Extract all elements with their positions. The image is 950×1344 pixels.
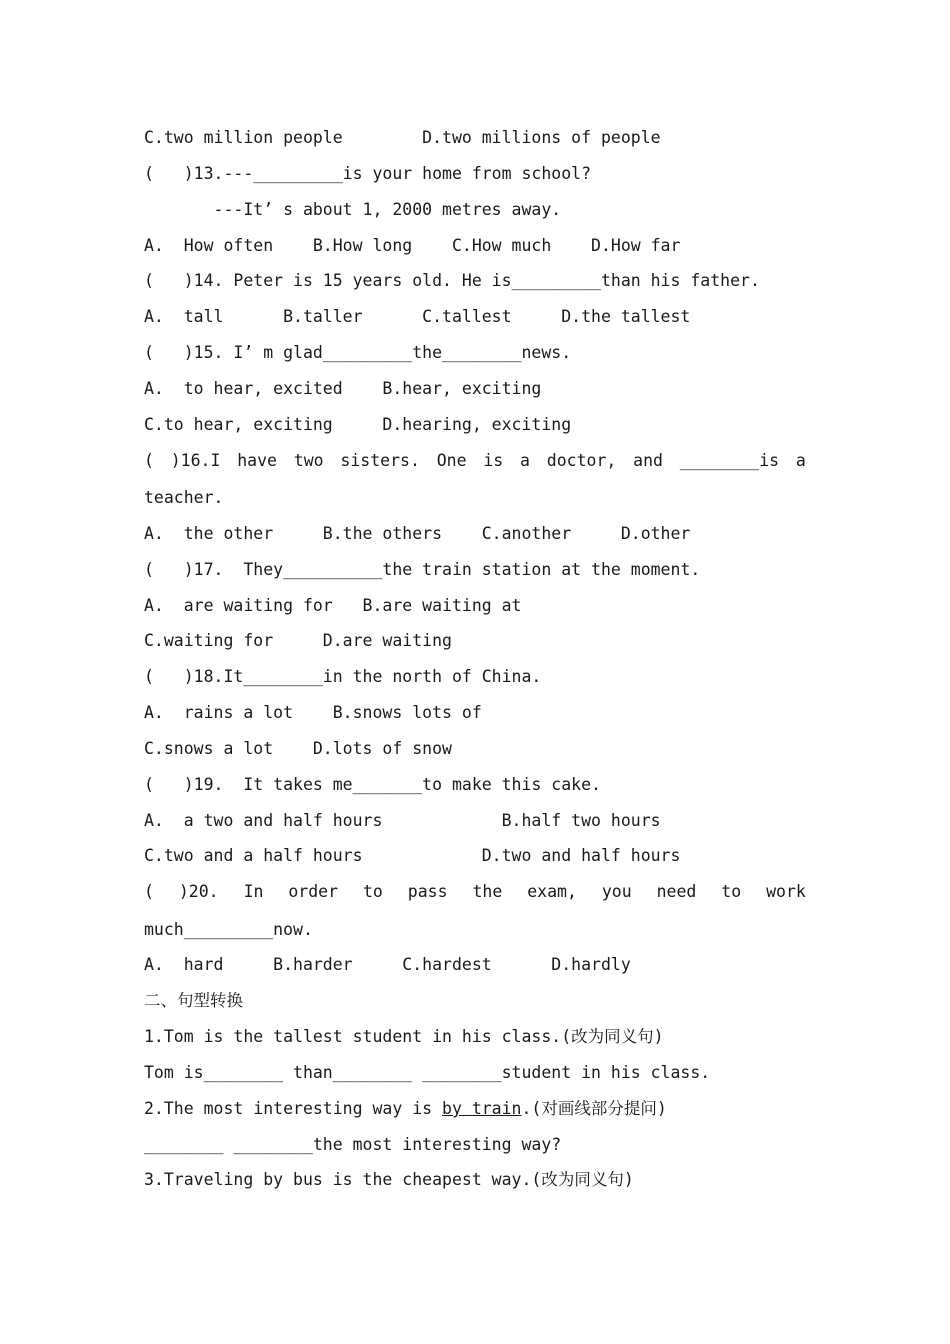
- q16-question-line2: teacher.: [144, 488, 224, 507]
- q14-question: ( )14. Peter is 15 years old. He is_________than his father.: [144, 271, 760, 290]
- word: need: [656, 882, 697, 901]
- q18-options-cd: C.snows a lot D.lots of snow: [144, 739, 452, 758]
- q13-options: A. How often B.How long C.How much D.How far: [144, 236, 681, 255]
- prompt-instruction: .(对画线部分提问): [521, 1099, 667, 1118]
- word: is: [483, 451, 504, 470]
- q13-question: ( )13.---_________is your home from school?: [144, 164, 592, 183]
- word: two: [293, 451, 324, 470]
- word: work: [766, 882, 806, 901]
- word: In: [243, 882, 264, 901]
- word: sisters.: [340, 451, 420, 470]
- word: doctor,: [546, 451, 617, 470]
- q13-answer-line: ---It’ s about 1, 2000 metres away.: [144, 200, 562, 219]
- q15-options-cd: C.to hear, exciting D.hearing, exciting: [144, 415, 572, 434]
- word: you: [601, 882, 632, 901]
- word: pass: [407, 882, 448, 901]
- word: exam,: [527, 882, 577, 901]
- q19-options-cd: C.two and a half hours D.two and half hours: [144, 846, 681, 865]
- q18-options-ab: A. rains a lot B.snows lots of: [144, 703, 482, 722]
- word: a: [520, 451, 530, 470]
- word: have: [237, 451, 277, 470]
- q19-question: ( )19. It takes me_______to make this cake.: [144, 775, 601, 794]
- prompt-text: 2.The most interesting way is: [144, 1099, 443, 1118]
- rewrite-3-prompt: 3.Traveling by bus is the cheapest way.(改为同义句): [144, 1170, 634, 1189]
- word: to: [721, 882, 742, 901]
- q17-options-ab: A. are waiting for B.are waiting at: [144, 596, 522, 615]
- q20-options: A. hard B.harder C.hardest D.hardly: [144, 955, 631, 974]
- word: ________is: [679, 451, 780, 470]
- q16-options: A. the other B.the others C.another D.other: [144, 524, 691, 543]
- word: (: [144, 882, 154, 901]
- word: a: [795, 451, 806, 470]
- rewrite-1-prompt: 1.Tom is the tallest student in his class.(改为同义句): [144, 1027, 664, 1046]
- word: )20.: [178, 882, 219, 901]
- q17-options-cd: C.waiting for D.are waiting: [144, 631, 452, 650]
- q20-question-line1: [144, 882, 806, 902]
- word: One: [436, 451, 467, 470]
- rewrite-2-answer: ________ ________the most interesting way?: [144, 1135, 562, 1154]
- q15-question: ( )15. I’ m glad_________the________news.: [144, 343, 572, 362]
- q19-options-ab: A. a two and half hours B.half two hours: [144, 811, 661, 830]
- word: the: [472, 882, 503, 901]
- q20-question-line2: much_________now.: [144, 920, 313, 939]
- q15-options-ab: A. to hear, excited B.hear, exciting: [144, 379, 542, 398]
- q18-question: ( )18.It________in the north of China.: [144, 667, 542, 686]
- word: (: [144, 451, 154, 470]
- rewrite-2-prompt: [144, 1099, 667, 1119]
- section-heading: 二、句型转换: [144, 991, 243, 1010]
- q17-question: ( )17. They__________the train station at the moment.: [144, 560, 701, 579]
- word: order: [288, 882, 339, 901]
- word: )16.I: [170, 451, 221, 470]
- q12-options-cd: C.two million people D.two millions of people: [144, 128, 661, 147]
- word: and: [633, 451, 663, 470]
- rewrite-1-answer: Tom is________ than________ ________student in his class.: [144, 1063, 711, 1082]
- underlined-phrase: by train: [442, 1099, 522, 1118]
- q16-question-line1: [144, 451, 806, 471]
- q14-options: A. tall B.taller C.tallest D.the tallest: [144, 307, 691, 326]
- word: to: [362, 882, 383, 901]
